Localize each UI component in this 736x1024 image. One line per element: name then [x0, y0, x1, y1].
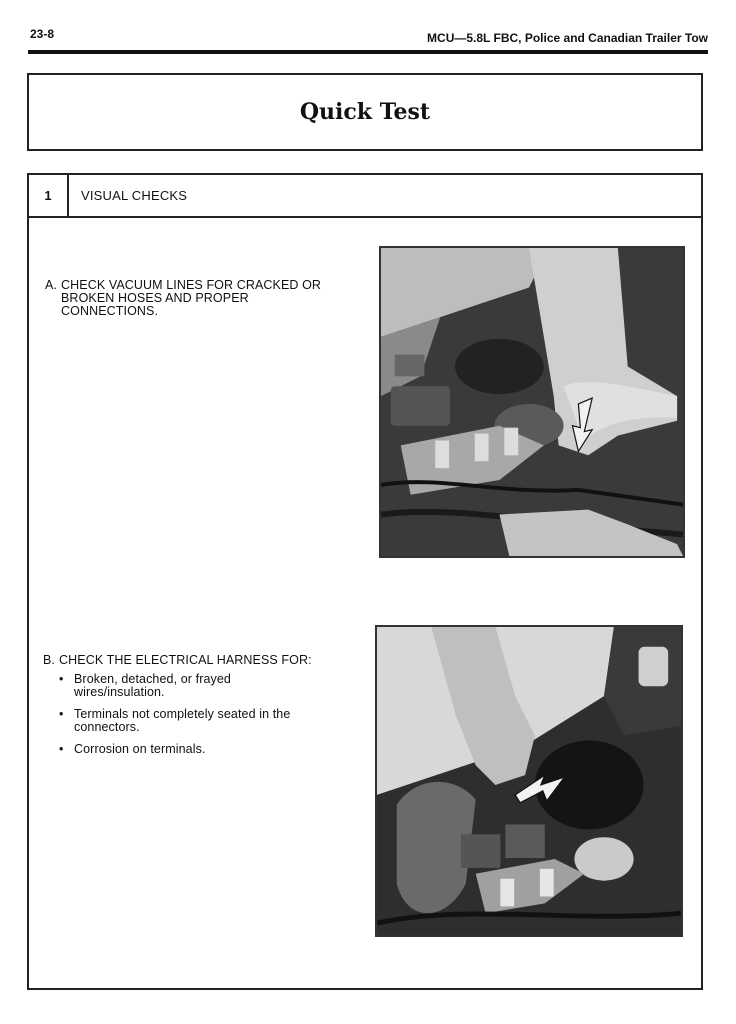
photo-vacuum-lines: [379, 246, 685, 558]
instruction-b: [43, 654, 323, 765]
step-box: [27, 173, 703, 990]
title-box: [27, 73, 703, 151]
instruction-letter: A.: [45, 278, 58, 292]
instruction-text: CHECK VACUUM LINES FOR CRACKED OR BROKEN HOSES AND PROPER CONNECTIONS.: [61, 278, 322, 318]
page-number: 23-8: [30, 27, 55, 41]
step-title: VISUAL CHECKS: [81, 188, 188, 203]
running-head: MCU—5.8L FBC, Police and Canadian Trailer Tow: [427, 31, 708, 45]
photo-electrical-harness: [375, 625, 683, 937]
header-rule: [28, 50, 708, 54]
step-number: 1: [29, 175, 69, 216]
instruction-text: CHECK THE ELECTRICAL HARNESS FOR:: [59, 653, 312, 667]
engine-photo-b: [377, 627, 681, 935]
instruction-letter: B.: [43, 653, 56, 667]
list-item: • Corrosion on terminals.: [59, 743, 323, 756]
engine-photo-a: [381, 248, 683, 556]
step-header: [29, 175, 701, 218]
instruction-a: [45, 279, 335, 318]
page-title: Quick Test: [299, 99, 431, 125]
list-item: • Terminals not completely seated in the connectors.: [59, 708, 323, 734]
harness-check-list: [59, 673, 323, 756]
list-item: • Broken, detached, or frayed wires/insulation.: [59, 673, 323, 699]
